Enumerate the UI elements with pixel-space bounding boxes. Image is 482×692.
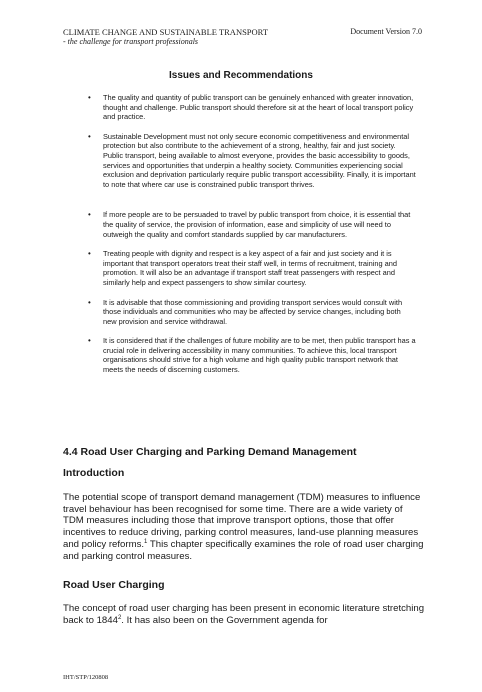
- list-item: • Sustainable Development must not only secure economic competitiveness and environmental protection but also contribute to the achievement of a strong, healthy, fair and just society. Public transport, being available to almost everyone, provides the basic accessibility to goods, services and opportunities that underpin a healthy society. Communities experiencing social exclusion and deprivation particularly require public transport accessibility. Finally, it is important to note that where car use is constrained public transport thrives.: [86, 132, 416, 190]
- list-item: • If more people are to be persuaded to travel by public transport from choice, it is essential that the quality of service, the provision of information, ease and simplicity of use will need to outweigh the quality and comfort standards supplied by car manufacturers.: [86, 210, 416, 239]
- running-header: [63, 27, 268, 47]
- ruc-text-cont: . It has also been on the Government agenda for: [121, 614, 328, 626]
- list-item: • It is considered that if the challenges of future mobility are to be met, then public transport has a crucial role in delivering accessibility in many communities. To achieve this, local transport organisations should strive for a high volume and high quality public transport network that meets the needs of discerning customers.: [86, 336, 416, 374]
- list-item: • The quality and quantity of public transport can be genuinely enhanced with greater innovation, thought and challenge. Public transport should therefore sit at the heart of local transport policy and practice.: [86, 93, 416, 122]
- road-user-charging-heading: Road User Charging: [63, 579, 165, 591]
- ruc-text: The concept of road user charging has been present in economic literature stretching back to 1844: [63, 603, 425, 626]
- intro-text-cont: This chapter specifically examines the role of road user charging and parking control measures.: [63, 538, 424, 562]
- header-title: CLIMATE CHANGE AND SUSTAINABLE TRANSPORT: [63, 27, 269, 37]
- footer-code: IHT/STP/120808: [63, 674, 109, 681]
- document-version: Document Version 7.0: [350, 27, 422, 36]
- footnote-ref[interactable]: 1: [144, 538, 148, 545]
- header-subtitle: - the challenge for transport professionals: [63, 37, 199, 46]
- road-user-charging-paragraph: [63, 603, 425, 626]
- recommendations-list: [86, 93, 416, 385]
- section-heading: 4.4 Road User Charging and Parking Demand Management: [63, 446, 357, 458]
- list-item: • It is advisable that those commissioning and providing transport services would consult with those individuals and communities who may be affected by service changes, including both new provision and service withdrawal.: [86, 298, 416, 327]
- footnote-ref[interactable]: 2: [117, 614, 122, 621]
- introduction-paragraph: [63, 492, 425, 562]
- issues-title: Issues and Recommendations: [169, 70, 313, 81]
- list-item: • Treating people with dignity and respect is a key aspect of a fair and just society and it is important that transport operators treat their staff well, in terms of recruitment, training and promotion. It will also be an advantage if transport staff treat passengers with respect and similarly help and expect passengers to show similar courtesy.: [86, 249, 416, 287]
- intro-text: The potential scope of transport demand management (TDM) measures to influence travel behaviour has been recognised for some time. There are a wide variety of TDM measures including those that improve transport options, those that offer incentives to reduce driving, parking control measures, land-use planning measures and policy reforms.: [63, 492, 421, 550]
- introduction-heading: Introduction: [63, 467, 125, 479]
